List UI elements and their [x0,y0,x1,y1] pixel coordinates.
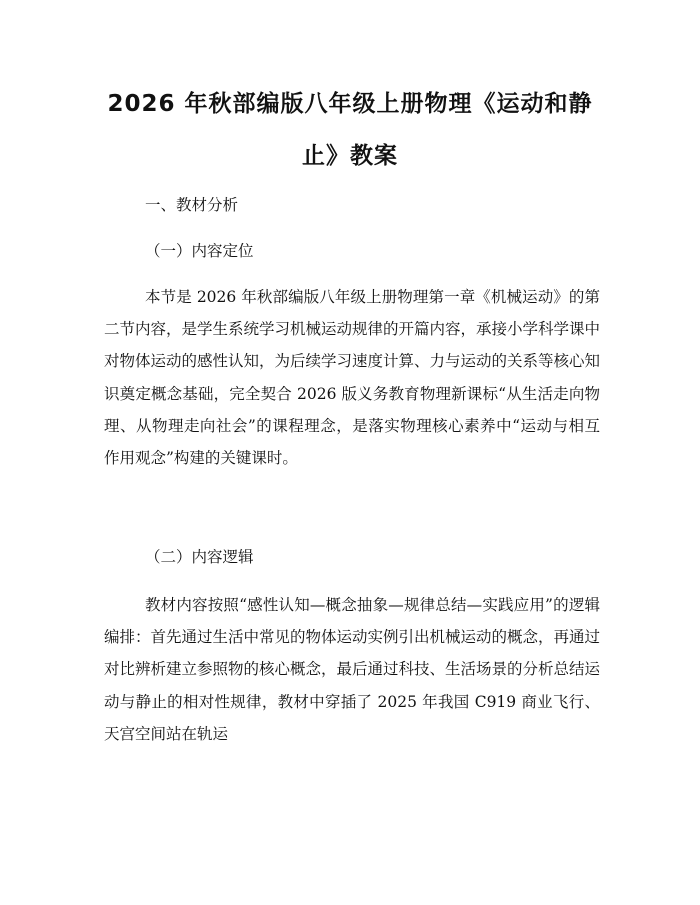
document-title: 2026 年秋部编版八年级上册物理《运动和静止》教案 [107,91,593,169]
section-heading-textbook-analysis: 一、教材分析 [145,196,239,214]
subsection-heading-content-logic: （二）内容逻辑 [145,548,254,566]
subsection-heading-content-positioning: （一）内容定位 [145,242,254,260]
paragraph-content-logic: 教材内容按照“感性认知—概念抽象—规律总结—实践应用”的逻辑编排：首先通过生活中常见的物体运动实例引出机械运动的概念，再通过对比辨析建立参照物的核心概念，最后通过科技、生活场景的分析总结运动与静止的相对性规律，教材中穿插了 2025 年我国 C919 商业飞行、天宫空间站在轨运 [104,596,601,743]
paragraph-content-positioning: 本节是 2026 年秋部编版八年级上册物理第一章《机械运动》的第二节内容，是学生系统学习机械运动规律的开篇内容，承接小学科学课中对物体运动的感性认知，为后续学习速度计算、力与运动的关系等核心知识奠定概念基础，完全契合 2026 版义务教育物理新课标“从生活走向物理、从物理走向社会”的课程理念，是落实物理核心素养中“运动与相互作用观念”构建的关键课时。 [104,288,601,468]
